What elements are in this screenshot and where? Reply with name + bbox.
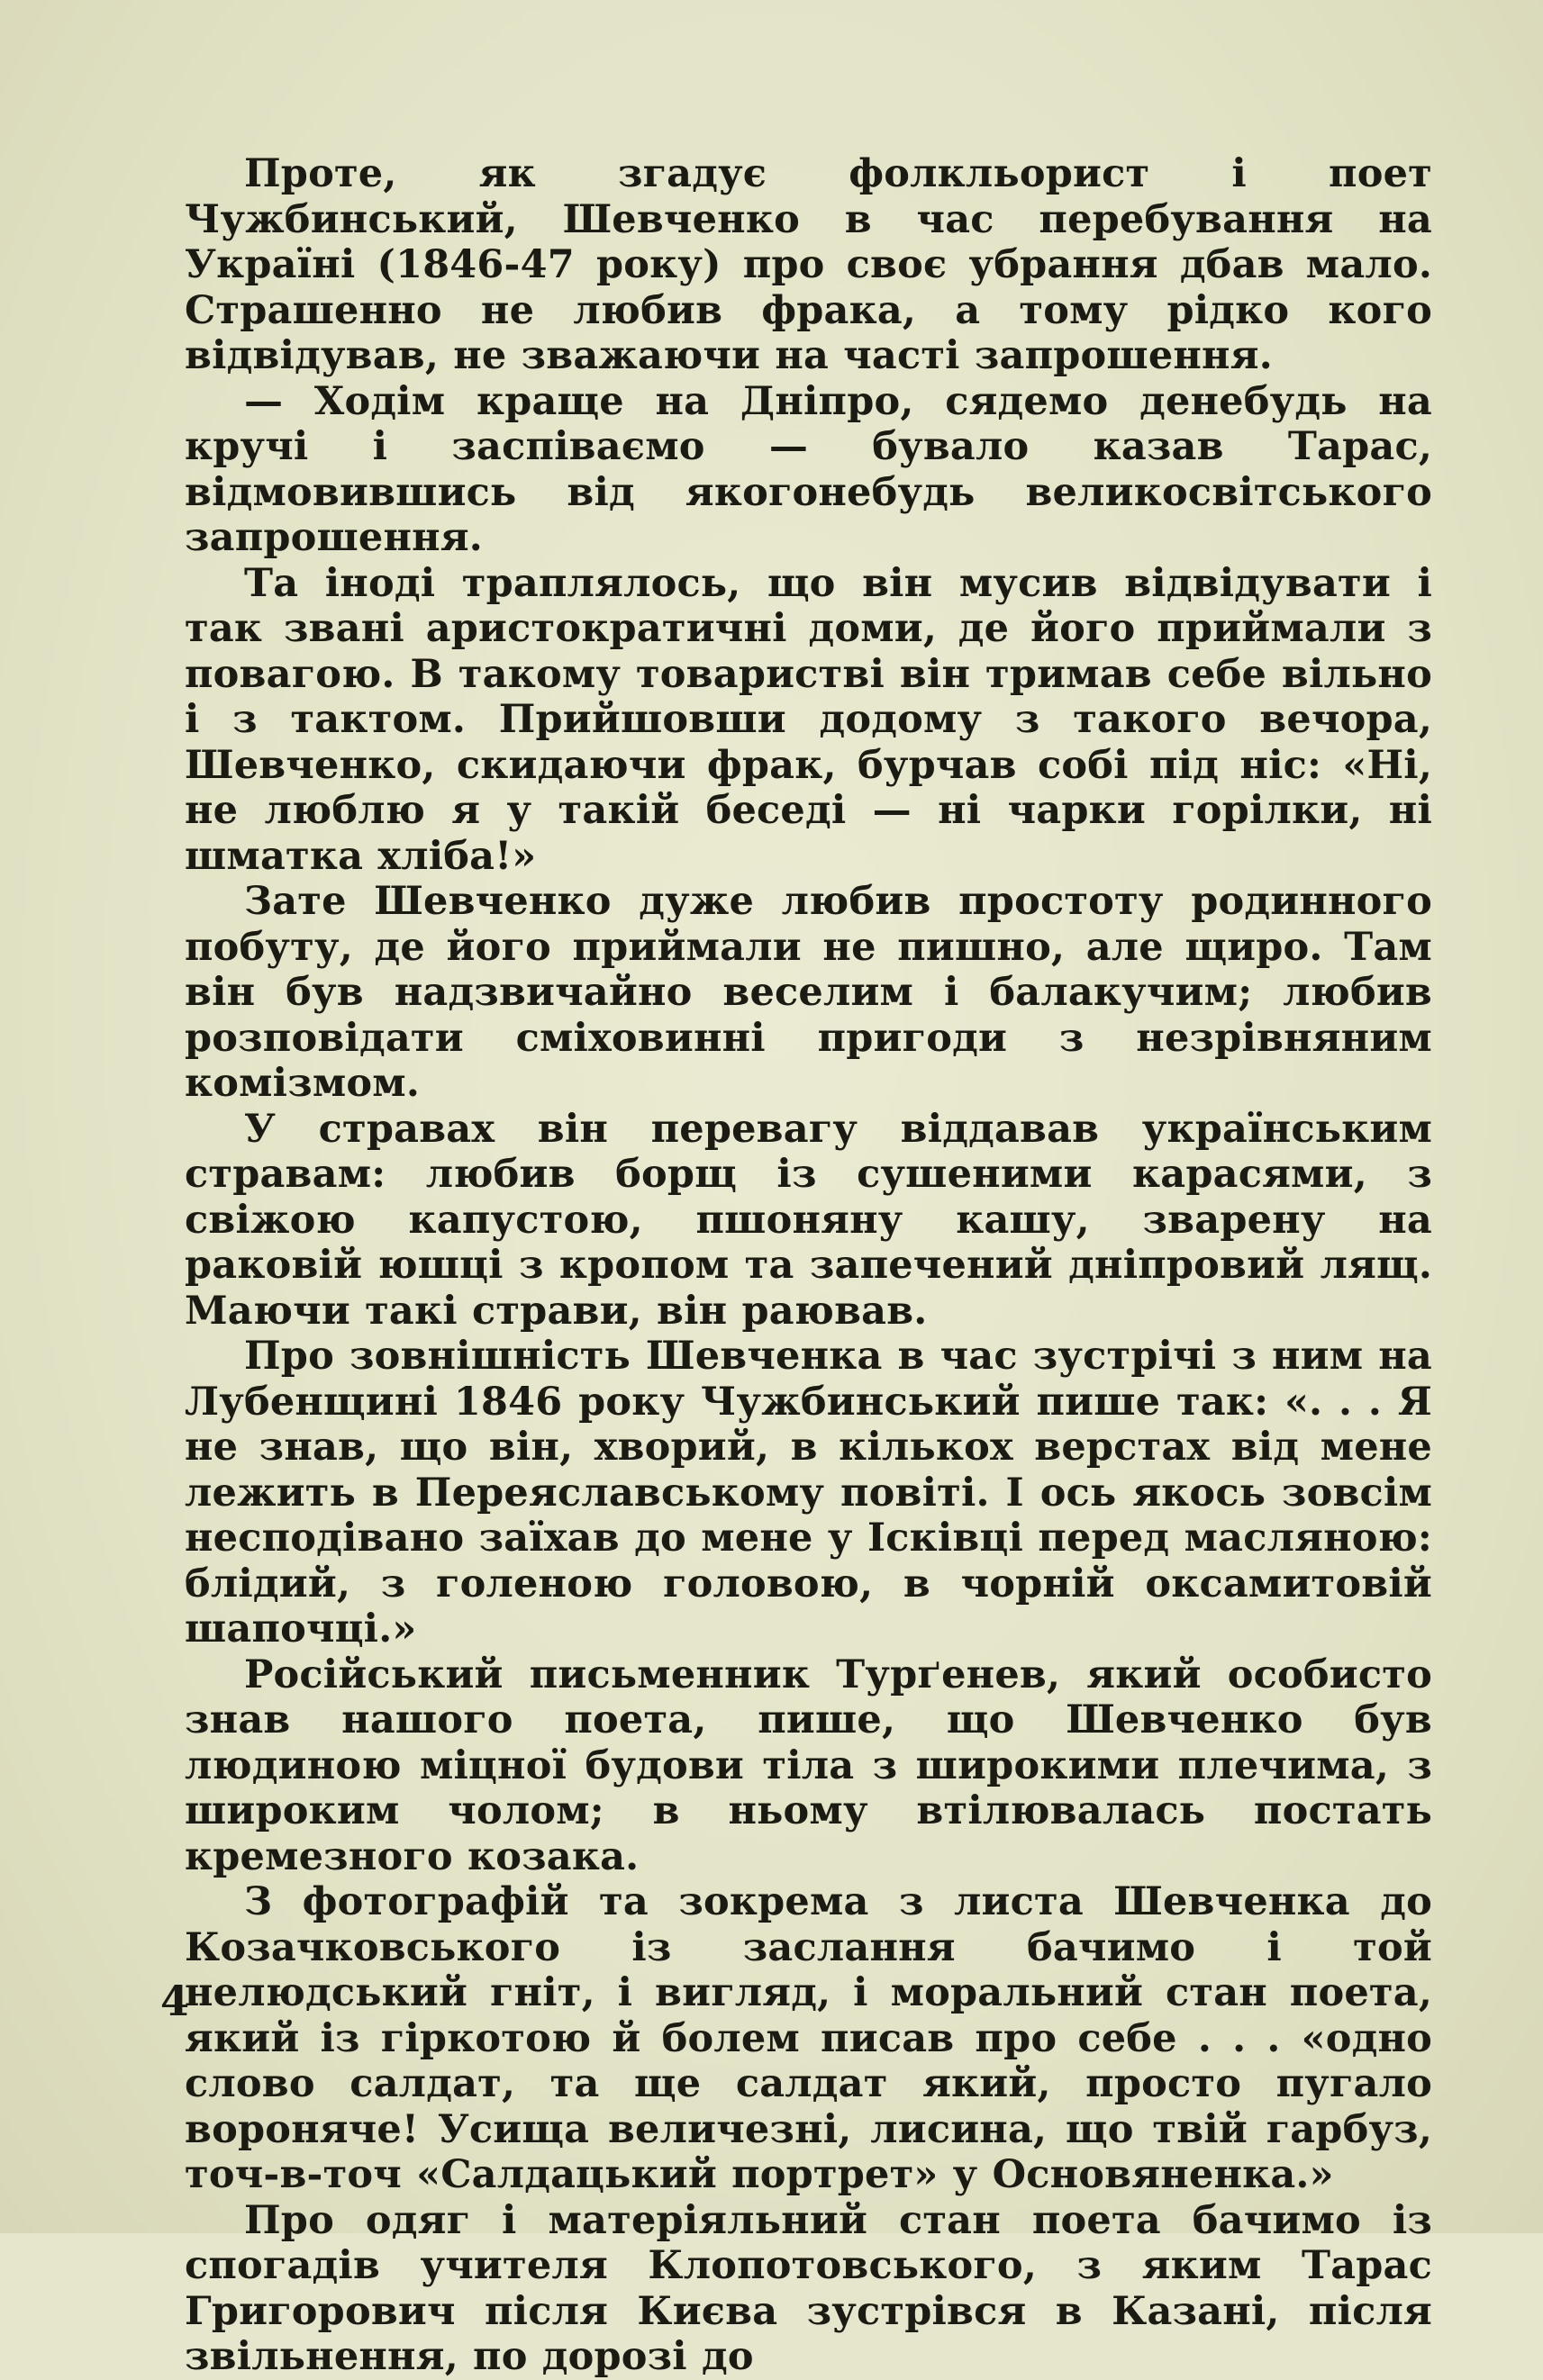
- paragraph-9: Про одяг і матеріяльний стан поета бачимо із спогадів учителя Клопотовського, з яким Тарас Григорович після Києва зустрівся в Казані, після звільнення, по дорозі до: [185, 2197, 1432, 2379]
- paragraph-6: Про зовнішність Шевченка в час зустрічі з ним на Лубенщині 1846 року Чужбинський пише так: «. . . Я не знав, що він, хворий, в кількох верстах від мене лежить в Переяславському повіті. І ось якось зовсім несподівано заїхав до мене у Ісківці перед масляною: блідий, з голеною головою, в чорній оксамитовій шапочці.»: [185, 1334, 1432, 1652]
- paragraph-5: У стравах він перевагу віддавав українським стравам: любив борщ із сушеними карасями, з свіжою капустою, пшоняну кашу, зварену на раковій юшці з кропом та запечений дніпровий лящ. Маючи такі страви, він раював.: [185, 1106, 1432, 1334]
- paragraph-7: Російський письменник Турґенев, який особисто знав нашого поета, пише, що Шевченко був людиною міцної будови тіла з широкими плечима, з широким чолом; в ньому втілювалась постать кремезного козака.: [185, 1652, 1432, 1879]
- paragraph-3: Та іноді траплялось, що він мусив відвідувати і так звані аристократичні доми, де його приймали з повагою. В такому товаристві він тримав себе вільно і з тактом. Прийшовши додому з такого вечора, Шевченко, скидаючи фрак, бурчав собі під ніс: «Ні, не люблю я у такій беседі — ні чарки горілки, ні шматка хліба!»: [185, 560, 1432, 879]
- page-number: 4: [160, 1977, 190, 2025]
- paragraph-8: З фотографій та зокрема з листа Шевченка до Козачковського із заслання бачимо і той нелюдський гніт, і вигляд, і моральний стан поета, який із гіркотою й болем писав про себе . . . «одно слово салдат, та ще салдат який, просто пугало вороняче! Усища величезні, лисина, що твій гарбуз, точ-в-точ «Салдацький портрет» у Основяненка.»: [185, 1879, 1432, 2197]
- paragraph-2: — Ходім краще на Дніпро, сядемо денебудь на кручі і заспіваємо — бувало казав Тарас, відмовившись від якогонебудь великосвітського запрошення.: [185, 378, 1432, 560]
- paragraph-4: Зате Шевченко дуже любив простоту родинного побуту, де його приймали не пишно, але щиро. Там він був надзвичайно веселим і балакучим; любив розповідати сміховинні пригоди з незрівняним комізмом.: [185, 879, 1432, 1106]
- paragraph-1: Проте, як згадує фолкльорист і поет Чужбинський, Шевченко в час перебування на Україні (1846-47 року) про своє убрання дбав мало. Страшенно не любив фрака, а тому рідко кого відвідував, не зважаючи на часті запрошення.: [185, 151, 1432, 378]
- body-text: [185, 151, 1432, 2380]
